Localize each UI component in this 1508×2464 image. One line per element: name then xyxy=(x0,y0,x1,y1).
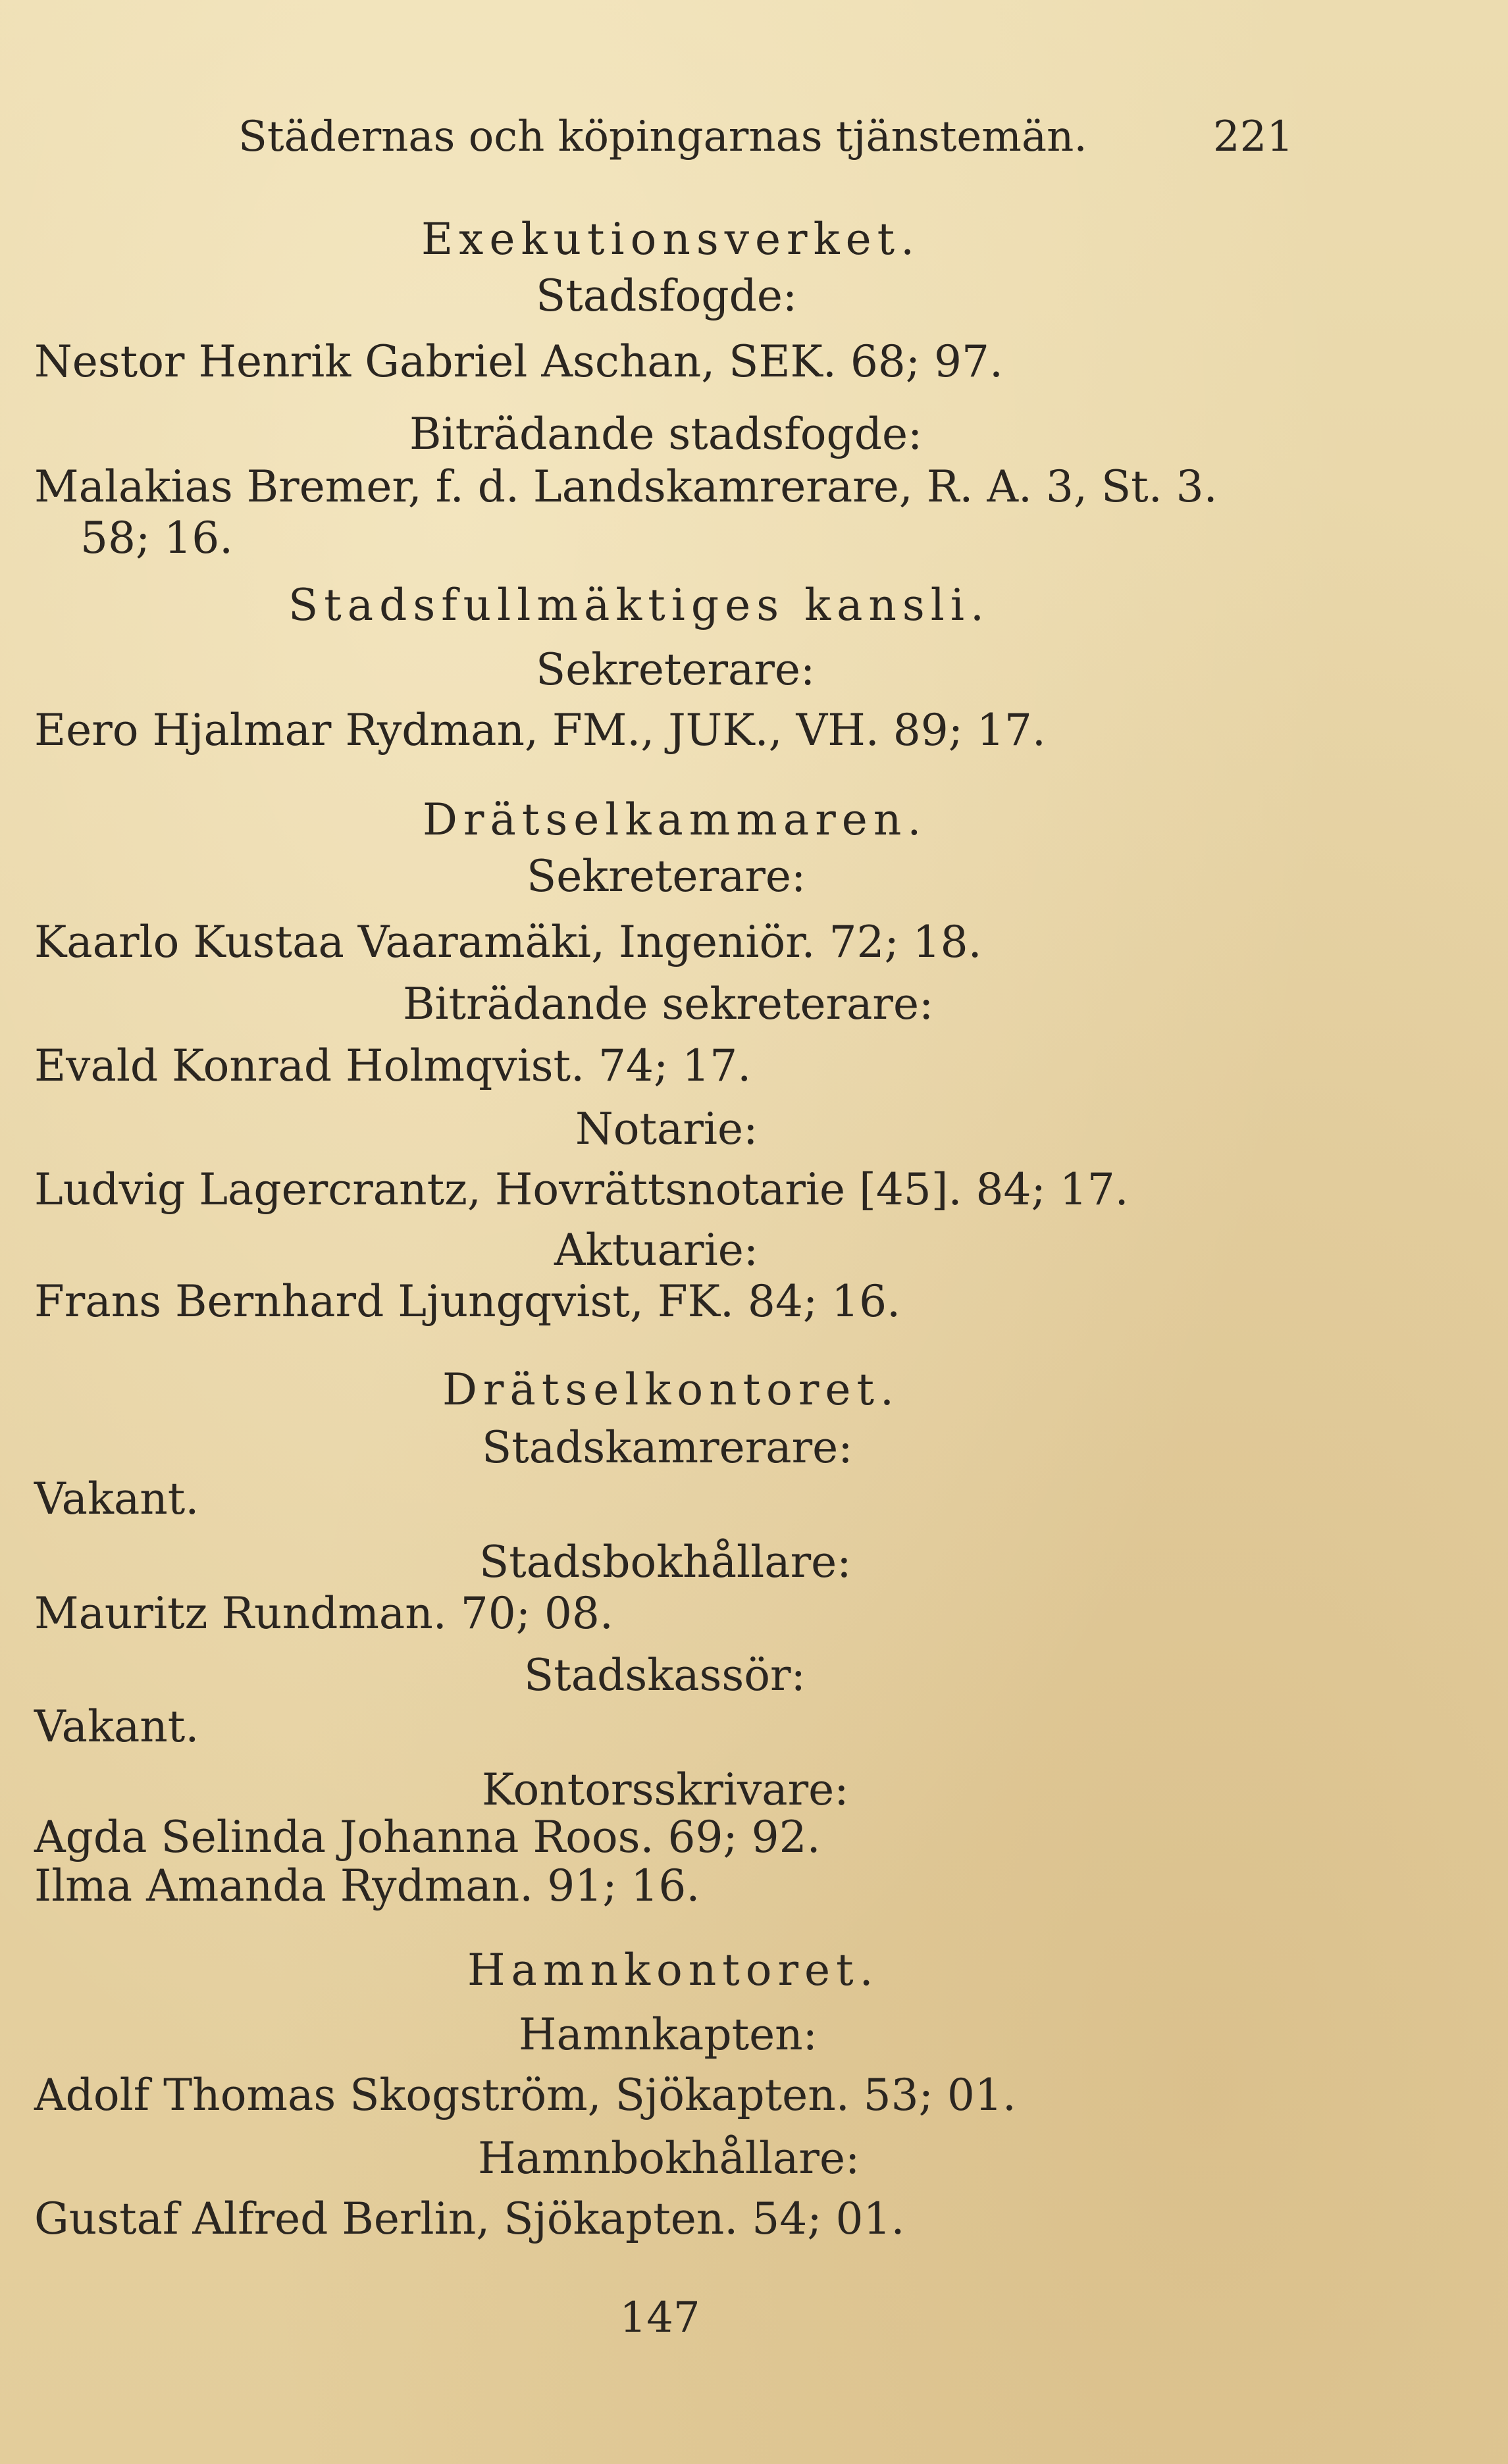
role-label-stadsbokhallare: Stadsbokhållare: xyxy=(479,1537,852,1587)
entry-aktuarie: Frans Bernhard Ljungqvist, FK. 84; 16. xyxy=(34,1276,901,1327)
role-label-hamnkapten: Hamnkapten: xyxy=(519,2009,818,2060)
role-label-hamnbokhallare: Hamnbokhållare: xyxy=(478,2133,860,2184)
entry-hamnbokhallare: Gustaf Alfred Berlin, Sjökapten. 54; 01. xyxy=(34,2194,905,2244)
role-label-aktuarie: Aktuarie: xyxy=(554,1225,758,1275)
entry-stadskamrerare: Vakant. xyxy=(34,1474,199,1524)
role-label-kontorsskrivare: Kontorsskrivare: xyxy=(482,1764,849,1815)
entry-sekreterare: Kaarlo Kustaa Vaaramäki, Ingeniör. 72; 18. xyxy=(34,917,982,967)
role-label-sekreterare: Sekreterare: xyxy=(527,851,806,902)
entry-kontorsskrivare: Agda Selinda Johanna Roos. 69; 92. xyxy=(34,1812,821,1862)
role-label-stadsfogde: Stadsfogde: xyxy=(536,270,798,321)
role-label-stadskassor: Stadskassör: xyxy=(524,1650,806,1701)
role-label-sekreterare: Sekreterare: xyxy=(536,644,816,695)
entry-kontorsskrivare: Ilma Amanda Rydman. 91; 16. xyxy=(34,1861,700,1911)
section-heading-dratselkontoret: Drätselkontoret. xyxy=(442,1364,900,1415)
entry-stadsbokhallare: Mauritz Rundman. 70; 08. xyxy=(34,1588,613,1639)
role-label-stadskamrerare: Stadskamrerare: xyxy=(482,1422,853,1473)
role-label-bitradande-sekreterare: Biträdande sekreterare: xyxy=(403,979,934,1029)
role-label-notarie: Notarie: xyxy=(575,1104,758,1154)
entry-sekreterare: Eero Hjalmar Rydman, FM., JUK., VH. 89; 17. xyxy=(34,705,1046,756)
entry-notarie: Ludvig Lagercrantz, Hovrättsnotarie [45]. 84; 17. xyxy=(34,1164,1129,1215)
entry-bitradande-sekreterare: Evald Konrad Holmqvist. 74; 17. xyxy=(34,1040,752,1091)
running-header: Städernas och köpingarnas tjänstemän. xyxy=(238,113,1087,161)
entry-bitradande-stadsfogde-cont: 58; 16. xyxy=(80,513,234,563)
entry-bitradande-stadsfogde: Malakias Bremer, f. d. Landskamrerare, R. A. 3, St. 3. xyxy=(34,461,1218,512)
entry-hamnkapten: Adolf Thomas Skogström, Sjökapten. 53; 01. xyxy=(34,2070,1016,2120)
entry-stadskassor: Vakant. xyxy=(34,1701,199,1752)
signature-number: 147 xyxy=(619,2294,700,2342)
section-heading-stadsfullmaktiges-kansli: Stadsfullmäktiges kansli. xyxy=(288,580,990,630)
role-label-bitradande-stadsfogde: Biträdande stadsfogde: xyxy=(409,409,923,459)
section-heading-dratselkammaren: Drätselkammaren. xyxy=(423,794,927,845)
entry-stadsfogde: Nestor Henrik Gabriel Aschan, SEK. 68; 97. xyxy=(34,336,1003,387)
page-number: 221 xyxy=(1212,113,1293,161)
section-heading-exekutionsverket: Exekutionsverket. xyxy=(421,214,921,265)
section-heading-hamnkontoret: Hamnkontoret. xyxy=(467,1945,879,1995)
